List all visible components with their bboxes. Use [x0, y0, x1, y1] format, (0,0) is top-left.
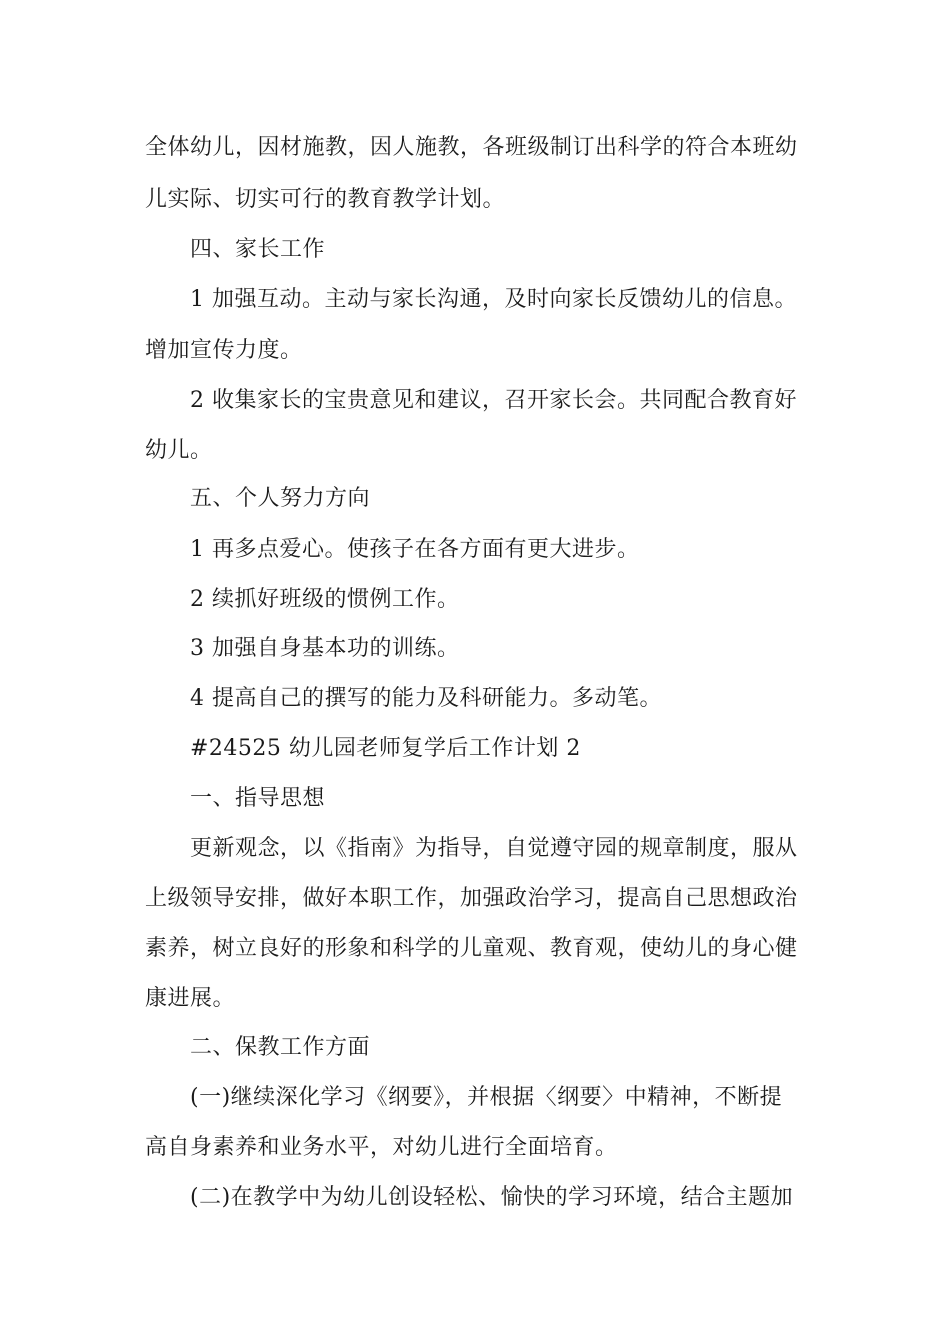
document-subtitle: #24525 幼儿园老师复学后工作计划 2	[190, 736, 581, 761]
text-line: 4 提高自己的撰写的能力及科研能力。多动笔。	[190, 686, 662, 711]
text-line: 1 再多点爱心。使孩子在各方面有更大进步。	[190, 537, 640, 562]
text-line: 高自身素养和业务水平，对幼儿进行全面培育。	[145, 1135, 618, 1160]
text-line: 增加宣传力度。	[145, 338, 303, 363]
text-line: 素养，树立良好的形象和科学的儿童观、教育观，使幼儿的身心健	[145, 936, 798, 961]
text-line: 2 续抓好班级的惯例工作。	[190, 587, 460, 612]
text-line: 全体幼儿，因材施教，因人施教，各班级制订出科学的符合本班幼	[145, 135, 798, 160]
text-line: (二)在教学中为幼儿创设轻松、愉快的学习环境，结合主题加	[190, 1185, 794, 1210]
section-heading: 二、保教工作方面	[190, 1035, 371, 1060]
text-line: (一)继续深化学习《纲要》，并根据〈纲要〉中精神，不断提	[190, 1085, 783, 1110]
text-line: 幼儿。	[145, 438, 213, 463]
text-line: 康进展。	[145, 986, 236, 1011]
text-line: 儿实际、切实可行的教育教学计划。	[145, 187, 506, 212]
text-line: 上级领导安排，做好本职工作，加强政治学习，提高自己思想政治	[145, 886, 798, 911]
section-heading: 五、个人努力方向	[190, 486, 371, 511]
text-line: 2 收集家长的宝贵意见和建议，召开家长会。共同配合教育好	[190, 388, 797, 413]
section-heading: 一、指导思想	[190, 786, 326, 811]
text-line: 1 加强互动。主动与家长沟通，及时向家长反馈幼儿的信息。	[190, 287, 797, 312]
text-line: 3 加强自身基本功的训练。	[190, 636, 460, 661]
section-heading: 四、家长工作	[190, 237, 326, 262]
text-line: 更新观念，以《指南》为指导，自觉遵守园的规章制度，服从	[190, 836, 798, 861]
